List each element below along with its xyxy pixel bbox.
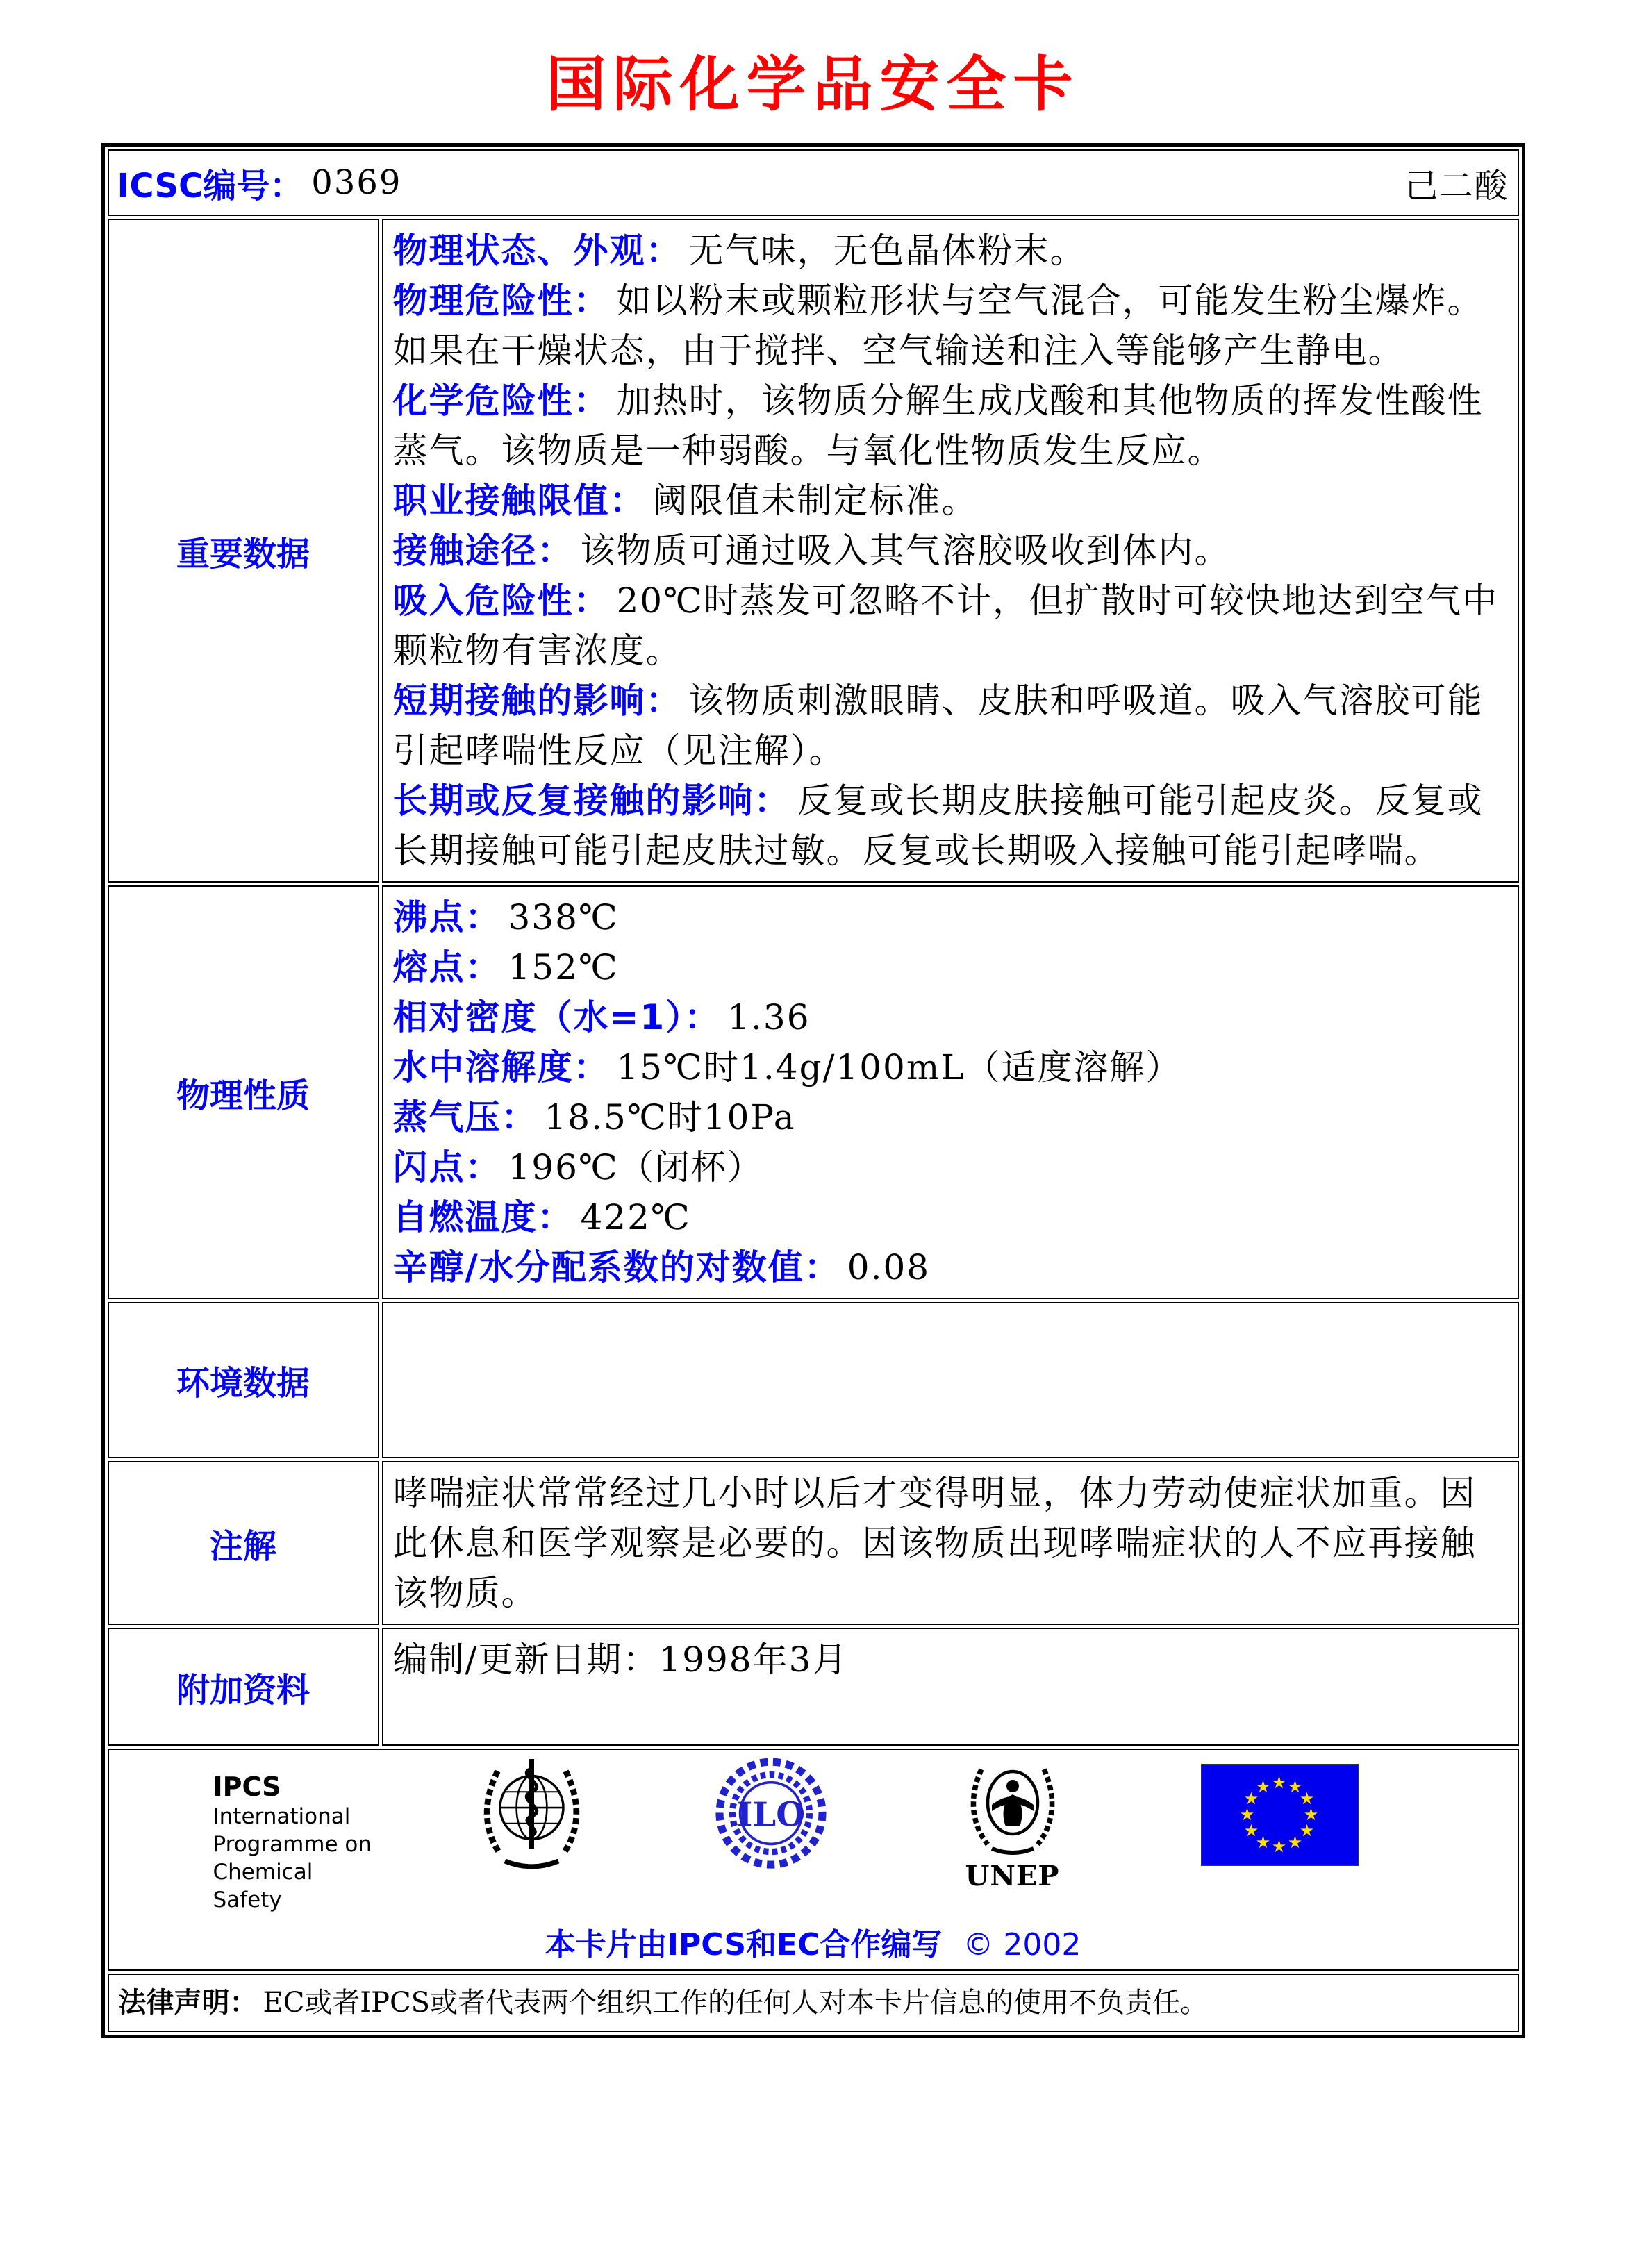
chemical-name: 己二酸 bbox=[1404, 166, 1509, 206]
eu-star: ★ bbox=[1243, 1789, 1259, 1808]
field-row bbox=[393, 226, 1508, 276]
eu-star: ★ bbox=[1255, 1777, 1271, 1796]
field-row bbox=[393, 526, 1508, 576]
additional-info-content bbox=[382, 1628, 1519, 1746]
field-value: 该物质可通过吸入其气溶胶吸收到体内。 bbox=[580, 531, 1231, 571]
ilo-letters: ILO bbox=[736, 1795, 805, 1835]
property-label: 水中溶解度： bbox=[392, 1047, 610, 1087]
ipcs-subtitle-line-3: Chemical Safety bbox=[213, 1860, 313, 1912]
legal-text: EC或者IPCS或者代表两个组织工作的任何人对本卡片信息的使用不负责任。 bbox=[263, 1987, 1209, 2019]
unep-icon bbox=[961, 1757, 1065, 1861]
additional-info-row bbox=[108, 1628, 1519, 1746]
section-label-physical-properties: 物理性质 bbox=[108, 885, 379, 1299]
property-value: 15℃时1.4g/100mL（适度溶解） bbox=[616, 1047, 1182, 1087]
icsc-header bbox=[117, 151, 1509, 215]
ipcs-subtitle-line-2: Programme on bbox=[213, 1832, 372, 1857]
property-line bbox=[393, 992, 1508, 1042]
property-value: 152℃ bbox=[508, 947, 619, 987]
property-label: 熔点： bbox=[392, 947, 501, 987]
field-value: 如以粉末或颗粒形状与空气混合，可能发生粉尘爆炸。如果在干燥状态，由于搅拌、空气输送和注入等能够产生静电。 bbox=[392, 281, 1484, 371]
copyright-text: © 2002 bbox=[963, 1927, 1081, 1962]
eu-flag-icon bbox=[1201, 1764, 1359, 1866]
field-value: 20℃时蒸发可忽略不计，但扩散时可较快地达到空气中颗粒物有害浓度。 bbox=[392, 581, 1499, 671]
property-line bbox=[393, 1142, 1508, 1192]
icsc-page bbox=[0, 36, 1626, 2038]
card-table bbox=[101, 143, 1525, 2038]
physical-properties-row bbox=[108, 885, 1519, 1299]
property-label: 辛醇/水分配系数的对数值： bbox=[392, 1247, 840, 1287]
section-label-additional-info: 附加资料 bbox=[108, 1628, 379, 1746]
property-line bbox=[393, 1242, 1508, 1292]
field-label: 化学危险性： bbox=[392, 381, 610, 421]
section-label-important-data: 重要数据 bbox=[108, 219, 379, 883]
field-label: 吸入危险性： bbox=[392, 581, 610, 621]
environmental-data-content bbox=[382, 1302, 1519, 1458]
icsc-header-row bbox=[108, 149, 1519, 216]
property-label: 闪点： bbox=[392, 1147, 501, 1187]
field-label: 物理危险性： bbox=[392, 281, 610, 321]
legal-row bbox=[108, 1974, 1519, 2032]
property-line bbox=[393, 1192, 1508, 1242]
field-value: 无气味，无色晶体粉末。 bbox=[688, 231, 1086, 271]
property-line bbox=[393, 892, 1508, 942]
notes-text: 哮喘症状常常经过几小时以后才变得明显，体力劳动使症状加重。因此休息和医学观察是必要的。因该物质出现哮喘症状的人不应再接触该物质。 bbox=[392, 1473, 1477, 1613]
property-label: 相对密度（水=1）： bbox=[392, 997, 721, 1037]
page-title: 国际化学品安全卡 bbox=[546, 49, 1080, 119]
property-line bbox=[393, 1042, 1508, 1092]
notes-content bbox=[382, 1461, 1519, 1625]
property-label: 蒸气压： bbox=[392, 1097, 538, 1137]
property-value: 422℃ bbox=[580, 1197, 691, 1237]
property-value: 0.08 bbox=[847, 1247, 931, 1287]
field-row bbox=[393, 676, 1508, 776]
eu-star: ★ bbox=[1271, 1773, 1287, 1792]
field-label: 职业接触限值： bbox=[392, 481, 646, 521]
eu-star: ★ bbox=[1303, 1805, 1319, 1824]
field-label: 短期接触的影响： bbox=[392, 681, 682, 721]
property-label: 沸点： bbox=[392, 897, 501, 937]
ipcs-block bbox=[213, 1771, 387, 1914]
eu-star: ★ bbox=[1255, 1833, 1271, 1852]
icsc-number-label: ICSC编号： bbox=[117, 166, 304, 206]
field-row bbox=[393, 376, 1508, 476]
important-data-row bbox=[108, 219, 1519, 883]
physical-properties-content bbox=[382, 885, 1519, 1299]
eu-star: ★ bbox=[1299, 1789, 1315, 1808]
field-label: 物理状态、外观： bbox=[392, 231, 682, 271]
eu-star: ★ bbox=[1287, 1777, 1303, 1796]
eu-star: ★ bbox=[1243, 1821, 1259, 1840]
field-value: 反复或长期皮肤接触可能引起皮炎。反复或长期接触可能引起皮肤过敏。反复或长期吸入接触可能引起哮喘。 bbox=[392, 781, 1484, 871]
field-value: 阈限值未制定标准。 bbox=[652, 481, 978, 521]
section-label-notes: 注解 bbox=[108, 1461, 379, 1625]
property-line bbox=[393, 1092, 1508, 1142]
legal-label: 法律声明： bbox=[118, 1987, 258, 2019]
property-value: 18.5℃时10Pa bbox=[544, 1097, 796, 1137]
eu-star: ★ bbox=[1239, 1805, 1255, 1824]
property-line bbox=[393, 942, 1508, 992]
ipcs-acronym: IPCS bbox=[213, 1771, 281, 1802]
icsc-number-value: 0369 bbox=[311, 163, 402, 202]
field-row bbox=[393, 476, 1508, 526]
ipcs-subtitle-line-1: International bbox=[213, 1804, 351, 1829]
field-label: 长期或反复接触的影响： bbox=[392, 781, 790, 821]
field-value: 该物质刺激眼睛、皮肤和呼吸道。吸入气溶胶可能引起哮喘性反应（见注解）。 bbox=[392, 681, 1484, 771]
credit-text: 本卡片由IPCS和EC合作编写 bbox=[545, 1927, 943, 1962]
unep-label: UNEP bbox=[965, 1860, 1060, 1892]
field-row bbox=[393, 576, 1508, 676]
field-value: 加热时，该物质分解生成戊酸和其他物质的挥发性酸性蒸气。该物质是一种弱酸。与氧化性物质发生反应。 bbox=[392, 381, 1484, 471]
credit-line bbox=[109, 1919, 1518, 1964]
property-value: 338℃ bbox=[508, 897, 619, 937]
important-data-content bbox=[382, 219, 1519, 883]
environmental-data-row bbox=[108, 1302, 1519, 1458]
property-value: 196℃（闭杯） bbox=[508, 1147, 763, 1187]
field-row bbox=[393, 776, 1508, 876]
logos-row bbox=[108, 1749, 1519, 1971]
organization-logos bbox=[109, 1754, 1518, 1914]
eu-star: ★ bbox=[1287, 1833, 1303, 1852]
property-label: 自燃温度： bbox=[392, 1197, 574, 1237]
unep-block bbox=[957, 1757, 1068, 1892]
additional-info-text: 编制/更新日期：1998年3月 bbox=[392, 1640, 849, 1680]
eu-star: ★ bbox=[1271, 1837, 1287, 1856]
eu-star: ★ bbox=[1299, 1821, 1315, 1840]
field-label: 接触途径： bbox=[392, 531, 574, 571]
notes-row bbox=[108, 1461, 1519, 1625]
section-label-environmental-data: 环境数据 bbox=[108, 1302, 379, 1458]
field-row bbox=[393, 276, 1508, 376]
ilo-icon bbox=[702, 1754, 840, 1883]
property-value: 1.36 bbox=[727, 997, 811, 1037]
who-icon bbox=[467, 1754, 596, 1876]
